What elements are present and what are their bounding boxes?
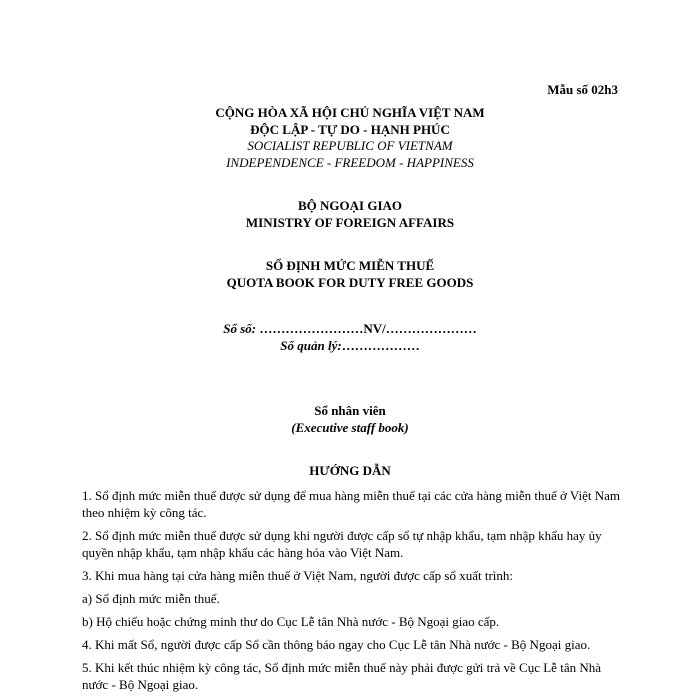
instruction-item: 2. Sổ định mức miễn thuế được sử dụng khi người được cấp sổ tự nhập khẩu, tạm nhập khẩu hay ủy quyền nhập khẩu, tạm nhập khẩu các hàng hóa vào Việt Nam. <box>82 528 602 560</box>
staff-type-vi: Sổ nhân viên <box>314 403 386 418</box>
book-number-label: Sổ số: <box>223 321 257 336</box>
country-name-en: SOCIALIST REPUBLIC OF VIETNAM <box>247 138 453 153</box>
management-number-row <box>0 337 700 354</box>
management-number-label: Số quản lý: <box>280 338 342 353</box>
national-header <box>0 105 700 171</box>
guide-title: HƯỚNG DẪN <box>309 463 391 478</box>
instruction-item: 3. Khi mua hàng tại cửa hàng miễn thuế ở Việt Nam, người được cấp sổ xuất trình: <box>82 568 514 583</box>
ministry-block <box>0 198 700 231</box>
motto-vi: ĐỘC LẬP - TỰ DO - HẠNH PHÚC <box>250 121 450 137</box>
book-title-en: QUOTA BOOK FOR DUTY FREE GOODS <box>226 274 474 290</box>
ministry-name-vi: BỘ NGOẠI GIAO <box>297 198 402 213</box>
staff-type-en: (Executive staff book) <box>291 419 409 435</box>
book-title-block <box>0 258 700 291</box>
book-title-vi: SỔ ĐỊNH MỨC MIỄN THUẾ <box>265 258 435 273</box>
instruction-item: 5. Khi kết thúc nhiệm kỳ công tác, Sổ định mức miễn thuế này phải được gửi trả về Cục Lễ tân Nhà nước - Bộ Ngoại giao. <box>82 660 601 692</box>
ministry-name-en: MINISTRY OF FOREIGN AFFAIRS <box>245 214 455 230</box>
book-number-row <box>0 320 700 337</box>
motto-en: INDEPENDENCE - FREEDOM - HAPPINESS <box>226 154 474 170</box>
instruction-item: a) Sổ định mức miễn thuế. <box>82 591 220 606</box>
book-number-value: ……………………NV/………………… <box>256 321 477 336</box>
book-number-block <box>0 320 700 354</box>
instruction-item: 1. Sổ định mức miễn thuế được sử dụng để mua hàng miễn thuế tại các cửa hàng miễn thuế ở Việt Nam theo nhiệm kỳ công tác. <box>82 488 621 520</box>
staff-type-block <box>0 403 700 436</box>
country-name-vi: CỘNG HÒA XÃ HỘI CHỦ NGHĨA VIỆT NAM <box>215 105 485 120</box>
instructions-list <box>82 487 622 699</box>
management-number-value: ……………… <box>341 338 420 353</box>
form-code: Mẫu số 02h3 <box>547 82 618 97</box>
instruction-item: b) Hộ chiếu hoặc chứng minh thư do Cục Lễ tân Nhà nước - Bộ Ngoại giao cấp. <box>82 614 500 629</box>
instruction-item: 4. Khi mất Sổ, người được cấp Sổ cần thông báo ngay cho Cục Lễ tân Nhà nước - Bộ Ngoại giao. <box>82 637 591 652</box>
